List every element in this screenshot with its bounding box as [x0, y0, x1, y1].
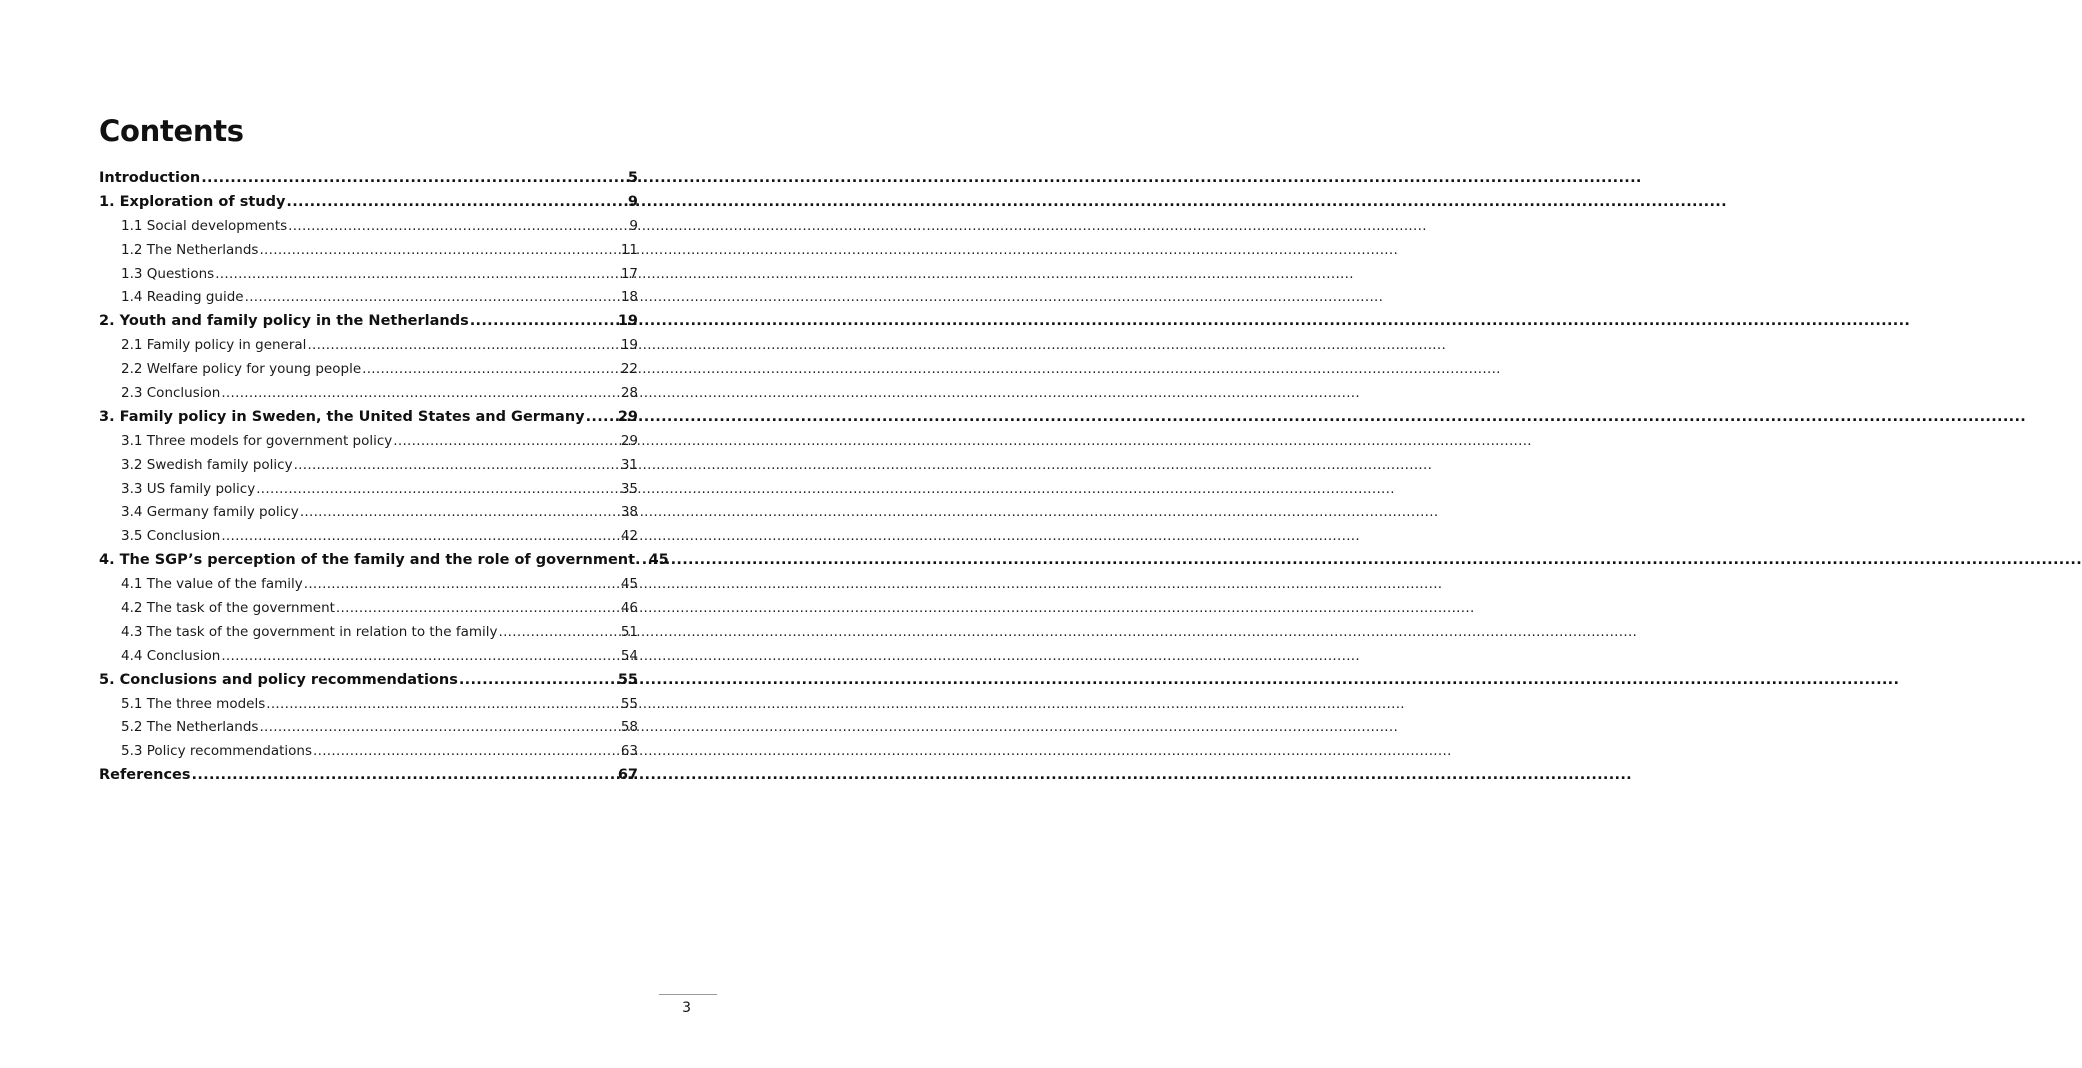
toc-entry-page: 18 — [620, 289, 638, 306]
toc-dot-leader — [336, 600, 620, 616]
toc-section-entry[interactable] — [99, 743, 638, 767]
toc-entry-page: 46 — [620, 600, 638, 617]
toc-entry-page: 17 — [620, 265, 638, 282]
toc-entry-page: 31 — [620, 456, 638, 473]
toc-dot-leader — [307, 337, 619, 353]
toc-entry-page: 9 — [627, 193, 638, 210]
toc-entry-label: 1.3 Questions — [121, 265, 215, 282]
toc-dot-leader — [362, 361, 620, 377]
toc-dot-leader — [256, 481, 620, 497]
toc-entry-page: 58 — [620, 719, 638, 736]
toc-entry-label: 4.2 The task of the government — [121, 600, 335, 617]
toc-section-entry[interactable] — [99, 696, 638, 720]
toc-entry-label: 2.1 Family policy in general — [121, 337, 307, 354]
toc-entry-page: 67 — [617, 767, 638, 784]
toc-dot-leader — [294, 457, 620, 473]
toc-entry-label: References — [99, 767, 191, 784]
toc-entry-label: 4. The SGP’s perception of the family and the role of government. — [99, 552, 641, 569]
toc-section-entry[interactable] — [99, 242, 638, 266]
toc-dot-leader — [221, 528, 619, 544]
toc-entry-page: 35 — [620, 480, 638, 497]
toc-entry-label: 4.3 The task of the government in relation to the family — [121, 623, 498, 640]
toc-dot-leader — [221, 648, 619, 664]
toc-section-entry[interactable] — [99, 385, 638, 409]
toc-section-entry[interactable] — [99, 218, 638, 242]
toc-entry-page: 29 — [620, 432, 638, 449]
toc-entry-page: 45 — [648, 552, 669, 569]
toc-entry-label: 3.2 Swedish family policy — [121, 456, 293, 473]
toc-entry-label: 4.4 Conclusion — [121, 647, 221, 664]
toc-entry-page: 5 — [627, 170, 638, 186]
toc-entry-label: 5.2 The Netherlands — [121, 719, 259, 736]
toc-dot-leader — [470, 313, 617, 329]
toc-entry-label: 2.2 Welfare policy for young people — [121, 361, 362, 378]
toc-dot-leader — [586, 409, 617, 425]
toc-entry-page: 55 — [617, 671, 638, 688]
toc-entry-page: 11 — [620, 241, 638, 258]
toc-dot-leader — [215, 266, 620, 282]
toc-entry-page: 55 — [620, 695, 638, 712]
toc-entry-page: 9 — [629, 217, 638, 234]
toc-dot-leader — [221, 385, 619, 401]
toc-section-entry[interactable] — [99, 576, 638, 600]
toc-entry-label: 1.4 Reading guide — [121, 289, 244, 306]
toc-section-entry[interactable] — [99, 600, 638, 624]
toc-section-entry[interactable] — [99, 648, 638, 672]
toc-dot-leader — [393, 433, 620, 449]
toc-dot-leader — [499, 624, 620, 640]
toc-entry-page: 19 — [617, 313, 638, 330]
toc-entry-label: 5. Conclusions and policy recommendations — [99, 671, 458, 688]
toc-entry-page: 63 — [620, 743, 638, 760]
toc-entry-label: 4.1 The value of the family — [121, 576, 303, 593]
toc-entry-label: 2.3 Conclusion — [121, 385, 221, 402]
toc-chapter-entry[interactable] — [99, 552, 669, 576]
page-title: Contents — [99, 114, 244, 148]
toc-entry-page: 28 — [620, 385, 638, 402]
toc-dot-leader — [201, 170, 627, 186]
toc-entry-label: Introduction — [99, 170, 201, 186]
toc-section-entry[interactable] — [99, 624, 638, 648]
toc-section-entry[interactable] — [99, 266, 638, 290]
toc-entry-page: 42 — [620, 528, 638, 545]
toc-entry-label: 5.1 The three models — [121, 695, 266, 712]
toc-dot-leader — [259, 719, 619, 735]
footer-rule — [659, 994, 717, 995]
toc-entry-label: 3.1 Three models for government policy — [121, 432, 393, 449]
toc-section-entry[interactable] — [99, 719, 638, 743]
toc-dot-leader — [259, 242, 619, 258]
toc-section-entry[interactable] — [99, 457, 638, 481]
toc-entry-page: 38 — [620, 504, 638, 521]
toc-section-entry[interactable] — [99, 337, 638, 361]
toc-entry-label: 3. Family policy in Sweden, the United States and Germany — [99, 408, 585, 425]
toc-entry-page: 22 — [620, 361, 638, 378]
toc-entry-label: 1.2 The Netherlands — [121, 241, 259, 258]
toc-section-entry[interactable] — [99, 289, 638, 313]
toc-chapter-entry[interactable] — [99, 194, 638, 218]
toc-chapter-entry[interactable] — [99, 313, 638, 337]
toc-entry-label: 2. Youth and family policy in the Netherlands — [99, 313, 469, 330]
toc-chapter-entry[interactable] — [99, 409, 638, 433]
toc-dot-leader — [459, 672, 617, 688]
toc-entry-label: 1. Exploration of study — [99, 193, 286, 210]
toc-entry-label: 3.5 Conclusion — [121, 528, 221, 545]
toc-section-entry[interactable] — [99, 361, 638, 385]
toc-section-entry[interactable] — [99, 433, 638, 457]
toc-entry-page: 51 — [620, 623, 638, 640]
toc-entry-label: 5.3 Policy recommendations — [121, 743, 313, 760]
toc-dot-leader — [300, 504, 620, 520]
toc-dot-leader — [266, 696, 620, 712]
toc-chapter-entry[interactable] — [99, 767, 638, 791]
toc-entry-page: 29 — [617, 408, 638, 425]
toc-entry-page: 19 — [620, 337, 638, 354]
page-number: 3 — [682, 1000, 691, 1016]
toc-dot-leader — [304, 576, 620, 592]
table-of-contents — [99, 170, 669, 791]
toc-chapter-entry[interactable] — [99, 170, 638, 194]
toc-chapter-entry[interactable] — [99, 672, 638, 696]
toc-section-entry[interactable] — [99, 481, 638, 505]
toc-entry-label: 3.4 Germany family policy — [121, 504, 299, 521]
toc-section-entry[interactable] — [99, 504, 638, 528]
toc-dot-leader — [286, 194, 626, 210]
toc-dot-leader — [245, 289, 620, 305]
toc-entry-label: 3.3 US family policy — [121, 480, 256, 497]
toc-section-entry[interactable] — [99, 528, 638, 552]
toc-entry-page: 54 — [620, 647, 638, 664]
toc-dot-leader — [288, 218, 628, 234]
toc-entry-label: 1.1 Social developments — [121, 217, 288, 234]
toc-dot-leader — [642, 552, 648, 568]
toc-dot-leader — [313, 743, 620, 759]
toc-dot-leader — [192, 767, 617, 783]
toc-entry-page: 45 — [620, 576, 638, 593]
